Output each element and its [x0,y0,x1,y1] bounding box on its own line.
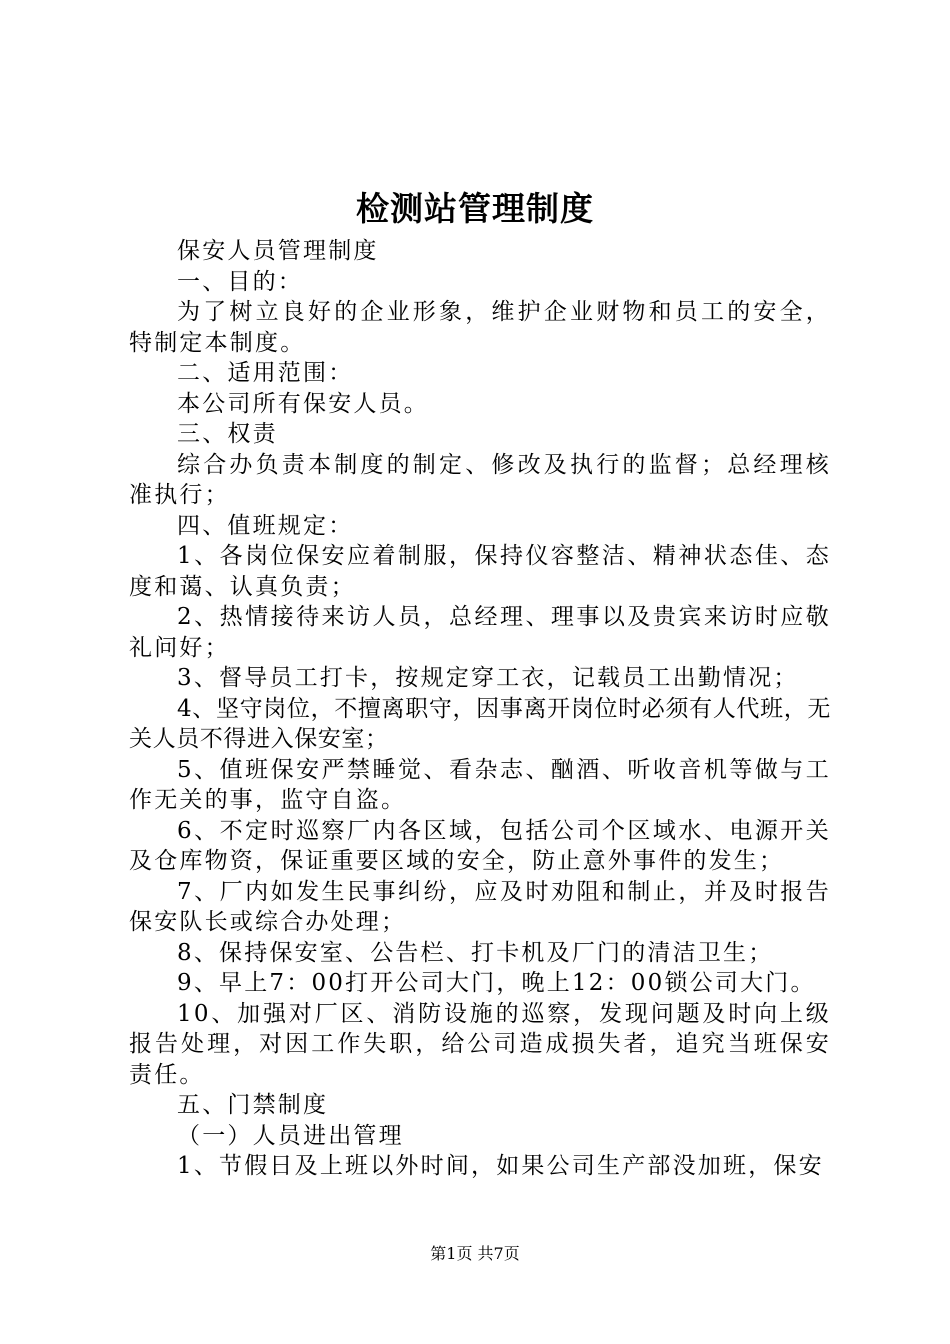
paragraph: 为了树立良好的企业形象，维护企业财物和员工的安全，特制定本制度。 [129,299,831,356]
paragraph: 四、值班规定： [177,512,354,539]
paragraph: 综合办负责本制度的制定、修改及执行的监督；总经理核准执行； [129,451,831,508]
paragraph: 4、坚守岗位，不擅离职守，因事离开岗位时必须有人代班，无关人员不得进入保安室； [129,695,831,752]
paragraph: 3、督导员工打卡，按规定穿工衣，记载员工出勤情况； [177,665,799,691]
paragraph: 三、权责 [177,421,278,447]
page-number: 第1页 共7页 [430,1244,520,1263]
document-title: 检测站管理制度 [356,189,594,228]
paragraph: 6、不定时巡察厂内各区域，包括公司个区域水、电源开关及仓库物资，保证重要区域的安全，防止意外事件的发生； [129,817,831,874]
paragraph: 二、适用范围： [177,360,354,386]
paragraph: （一）人员进出管理 [177,1122,404,1149]
paragraph: 9、早上7：00打开公司大门，晚上12：00锁公司大门。 [177,970,816,996]
paragraph: 7、厂内如发生民事纠纷，应及时劝阻和制止，并及时报告保安队长或综合办处理； [129,878,831,935]
paragraph: 本公司所有保安人员。 [177,390,429,417]
paragraph: 8、保持保安室、公告栏、打卡机及厂门的清洁卫生； [177,939,774,966]
paragraph: 2、热情接待来访人员，总经理、理事以及贵宾来访时应敬礼问好； [129,604,831,661]
document-body [129,236,831,1182]
paragraph: 五、门禁制度 [177,1092,329,1118]
paragraph: 一、目的： [177,268,303,295]
paragraph: 保安人员管理制度 [177,238,379,264]
paragraph: 1、各岗位保安应着制服，保持仪容整洁、精神状态佳、态度和蔼、认真负责； [129,543,831,600]
paragraph: 10、加强对厂区、消防设施的巡察，发现问题及时向上级报告处理，对因工作失职，给公司造成损失者，追究当班保安责任。 [129,1000,831,1088]
paragraph: 5、值班保安严禁睡觉、看杂志、酗酒、听收音机等做与工作无关的事，监守自盗。 [129,756,831,813]
paragraph: 1、节假日及上班以外时间，如果公司生产部没加班，保安 [177,1153,824,1179]
